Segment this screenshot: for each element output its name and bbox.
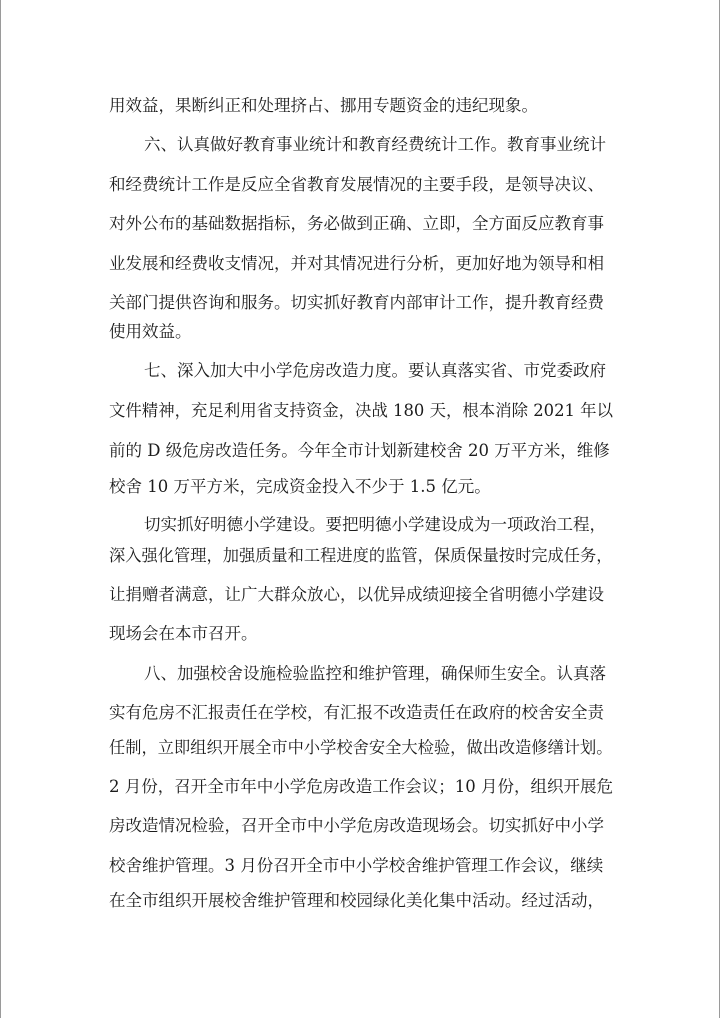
- text-line: 深入强化管理，加强质量和工程进度的监管，保质保量按时完成任务，: [109, 546, 613, 565]
- text-line: 关部门提供咨询和服务。切实抓好教育内部审计工作，提升教育经费: [109, 293, 604, 312]
- text-line: 业发展和经费收支情况，并对其情况进行分析，更加好地为领导和相: [109, 254, 604, 273]
- text-line: 文件精神，充足利用省支持资金，决战 180 天，根本消除 2021 年以: [109, 401, 613, 420]
- text-line: 用效益，果断纠正和处理挤占、挪用专题资金的违纪现象。: [109, 96, 538, 115]
- text-line: 2 月份，召开全市年中小学危房改造工作会议；10 月份，组织开展危: [109, 777, 613, 796]
- text-line: 实有危房不汇报责任在学校，有汇报不改造责任在政府的校舍安全责: [109, 703, 604, 722]
- text-line: 七、深入加大中小学危房改造力度。要认真落实省、市党委政府: [144, 361, 606, 380]
- text-line: 使用效益。: [109, 322, 192, 341]
- text-line: 和经费统计工作是反应全省教育发展情况的主要手段，是领导决议、: [109, 175, 604, 194]
- text-line: 房改造情况检验，召开全市中小学危房改造现场会。切实抓好中小学: [109, 816, 604, 835]
- text-line: 现场会在本市召开。: [109, 624, 258, 643]
- text-line: 校舍维护管理。3 月份召开全市中小学校舍维护管理工作会议，继续: [109, 856, 604, 875]
- text-line: 六、认真做好教育事业统计和教育经费统计工作。教育事业统计: [144, 135, 606, 154]
- text-line: 对外公布的基础数据指标，务必做到正确、立即，全方面反应教育事: [109, 214, 604, 233]
- text-line: 让捐赠者满意，让广大群众放心，以优异成绩迎接全省明德小学建设: [109, 585, 604, 604]
- text-line: 在全市组织开展校舍维护管理和校园绿化美化集中活动。经过活动，: [109, 891, 604, 910]
- text-line: 任制，立即组织开展全市中小学校舍安全大检验，做出改造修缮计划。: [109, 738, 613, 757]
- text-line: 八、加强校舍设施检验监控和维护管理，确保师生安全。认真落: [144, 664, 606, 683]
- text-line: 前的 D 级危房改造任务。今年全市计划新建校舍 20 万平方米，维修: [109, 441, 610, 460]
- text-line: 切实抓好明德小学建设。要把明德小学建设成为一项政治工程，: [144, 515, 606, 534]
- text-line: 校舍 10 万平方米，完成资金投入不少于 1.5 亿元。: [109, 477, 491, 496]
